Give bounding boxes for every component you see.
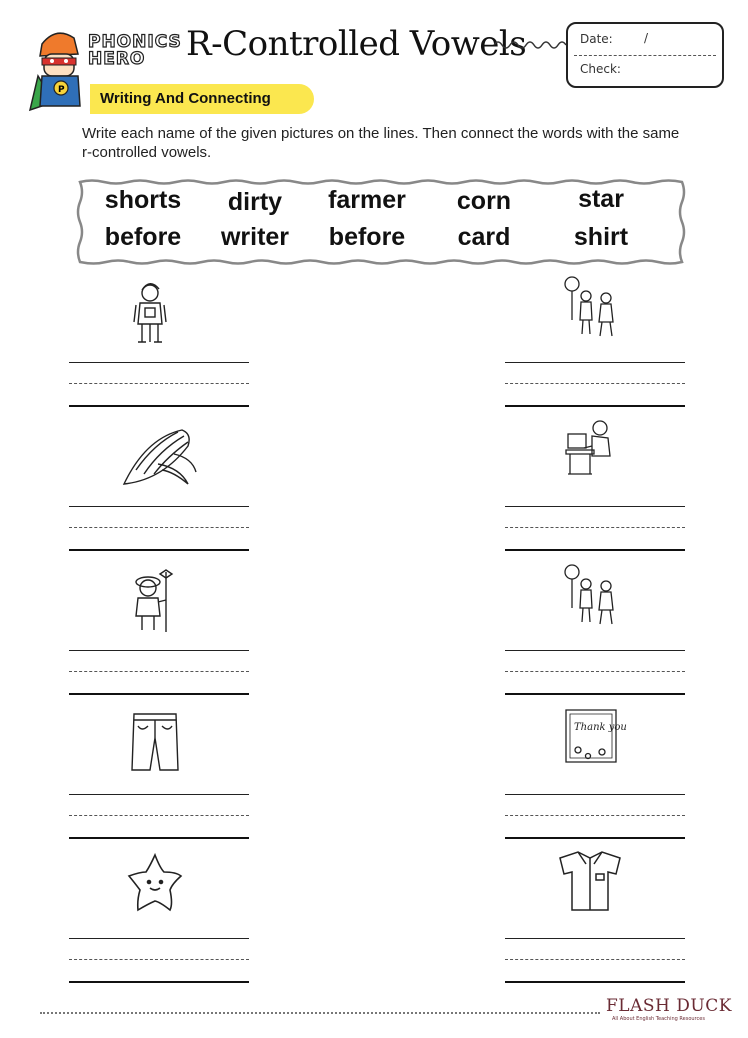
answer-lines-right-2[interactable] bbox=[505, 506, 685, 552]
answer-lines-right-5[interactable] bbox=[505, 938, 685, 984]
answer-lines-right-3[interactable] bbox=[505, 650, 685, 696]
instructions: Write each name of the given pictures on the lines. Then connect the words with the same r-controlled vowels. bbox=[82, 125, 680, 161]
school-crossing-icon bbox=[560, 562, 622, 626]
bank-word: before bbox=[104, 223, 182, 251]
writer-icon bbox=[562, 416, 618, 478]
bank-word: writer bbox=[220, 223, 290, 251]
date-slash: / bbox=[644, 31, 649, 45]
star-icon bbox=[126, 852, 184, 914]
section-label: Writing And Connecting bbox=[100, 90, 271, 107]
shorts-icon bbox=[128, 710, 182, 774]
wave-decoration-icon bbox=[494, 38, 566, 52]
word-bank bbox=[72, 178, 690, 266]
answer-lines-left-5[interactable] bbox=[69, 938, 249, 984]
corn-icon bbox=[118, 424, 198, 492]
logo-line2: HERO bbox=[88, 49, 146, 69]
school-crossing-icon bbox=[560, 274, 622, 338]
footer-divider bbox=[40, 1012, 600, 1014]
farmer-icon bbox=[130, 568, 180, 634]
section-label-pill bbox=[90, 84, 314, 114]
answer-lines-left-1[interactable] bbox=[69, 362, 249, 408]
brand-logo: FLASH DUCK bbox=[606, 996, 732, 1016]
check-label: Check: bbox=[580, 62, 621, 76]
bank-word: shorts bbox=[104, 186, 182, 214]
answer-lines-right-1[interactable] bbox=[505, 362, 685, 408]
bank-word: before bbox=[328, 223, 406, 251]
date-label: Date: bbox=[580, 32, 613, 46]
thank-you-card-icon bbox=[562, 706, 627, 766]
bank-word: star bbox=[578, 185, 624, 213]
date-divider bbox=[574, 55, 716, 56]
bank-word: corn bbox=[456, 187, 512, 215]
answer-lines-left-3[interactable] bbox=[69, 650, 249, 696]
bank-word: farmer bbox=[328, 186, 406, 214]
hero-mascot-icon bbox=[28, 24, 88, 116]
svg-text:P: P bbox=[58, 85, 65, 95]
bank-word: shirt bbox=[573, 223, 629, 251]
answer-lines-right-4[interactable] bbox=[505, 794, 685, 840]
answer-lines-left-4[interactable] bbox=[69, 794, 249, 840]
bank-word: card bbox=[457, 223, 511, 251]
brand-tagline: All About English Teaching Resources bbox=[612, 1016, 705, 1022]
logo-line1: PHONICS bbox=[88, 32, 182, 52]
card-text: Thank you bbox=[574, 722, 627, 733]
shirt-icon bbox=[556, 848, 624, 914]
bank-word: dirty bbox=[227, 188, 283, 216]
date-check-box bbox=[566, 22, 724, 88]
boy-icon bbox=[132, 278, 168, 346]
answer-lines-left-2[interactable] bbox=[69, 506, 249, 552]
logo-wordmark bbox=[88, 34, 182, 68]
page-title: R-Controlled Vowels bbox=[186, 24, 527, 64]
